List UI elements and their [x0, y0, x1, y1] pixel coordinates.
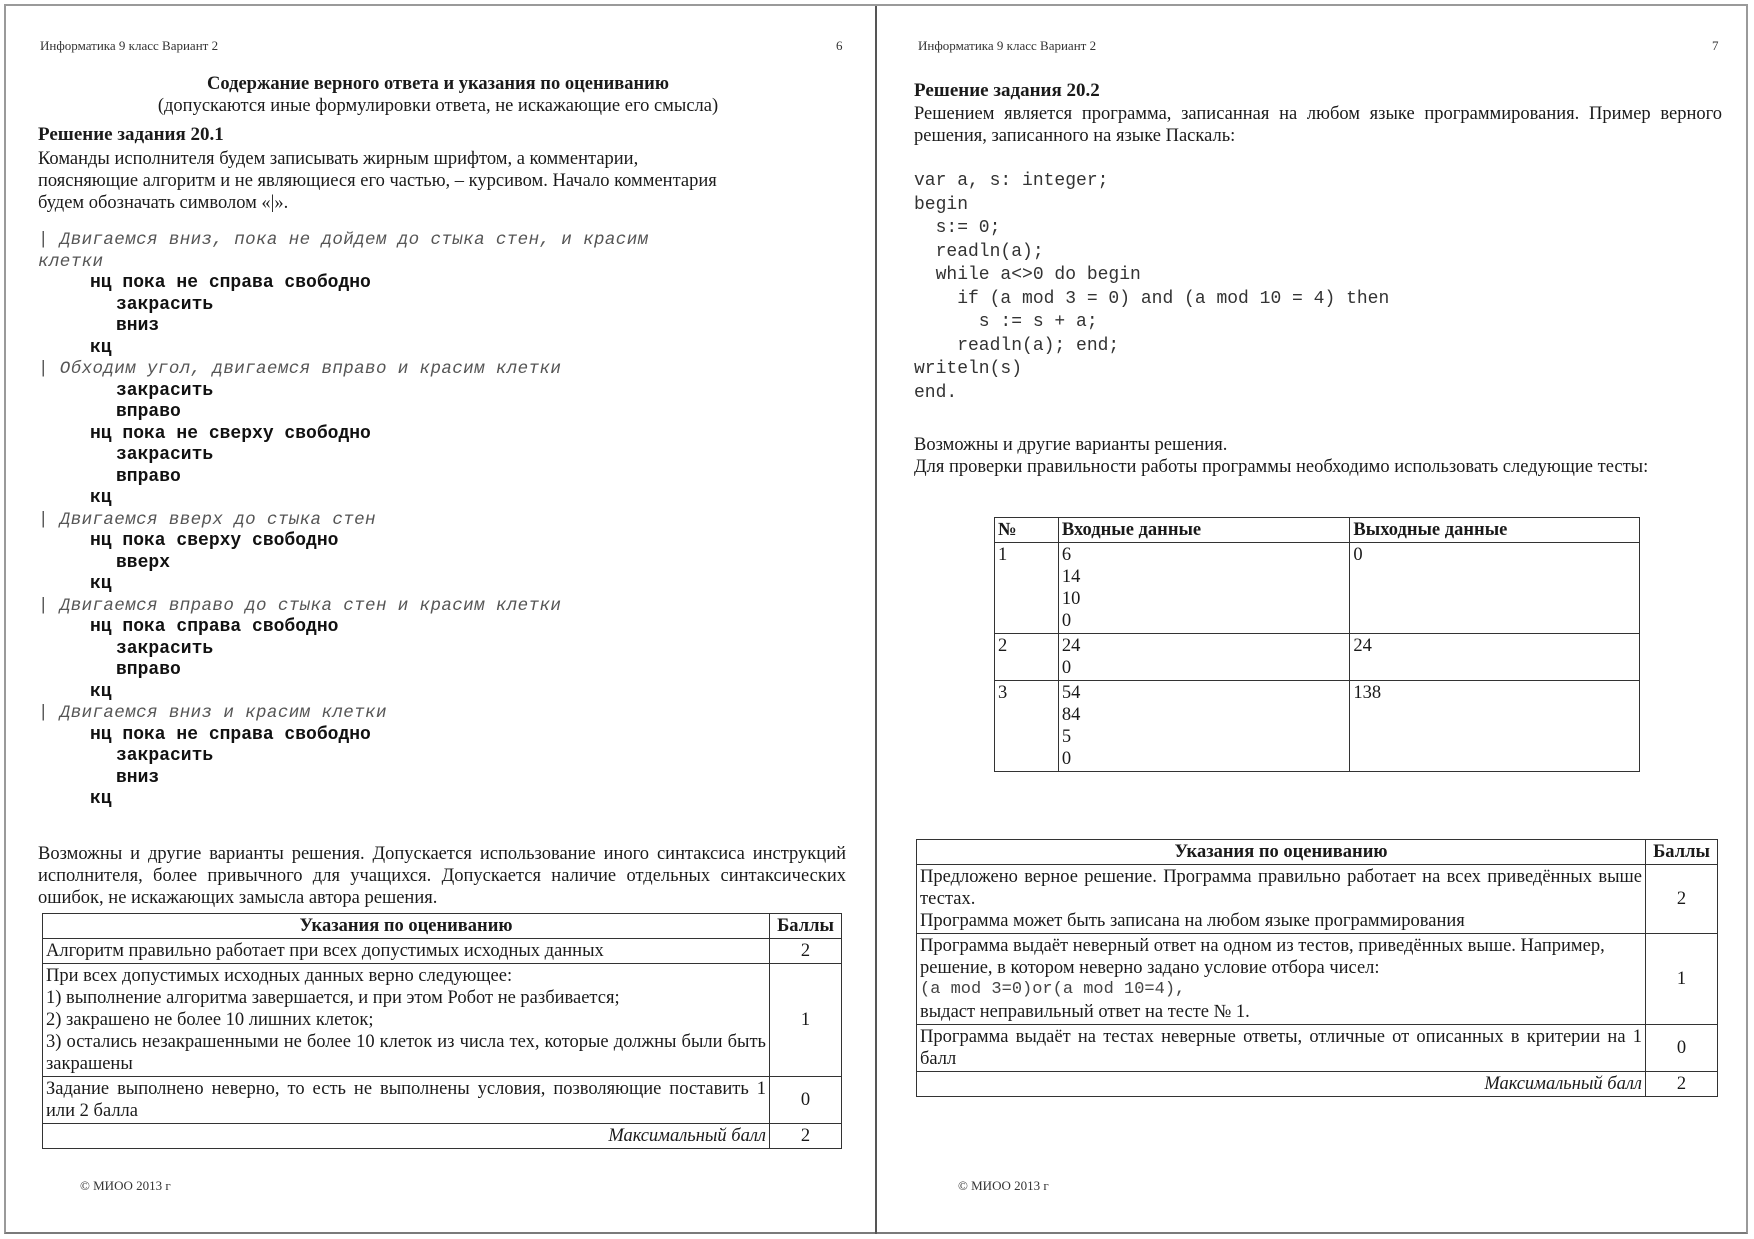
- test-num: 1: [995, 543, 1059, 634]
- code-line: begin: [914, 194, 969, 215]
- other-variants-text: Возможны и другие варианты решения.: [914, 435, 1228, 455]
- algorithm-command: кц: [90, 574, 112, 594]
- algorithm-comment: | Двигаемся вниз и красим клетки: [38, 703, 387, 723]
- code-line: var a, s: integer;: [914, 171, 1109, 191]
- test-output: 0: [1350, 543, 1640, 634]
- max-score-row: [917, 1072, 1718, 1097]
- algorithm-command: нц пока справа свободно: [90, 617, 339, 637]
- code-line: end.: [914, 382, 958, 403]
- page-number: 7: [1712, 38, 1719, 53]
- criteria-cell: [43, 939, 770, 964]
- test-row: [995, 681, 1640, 772]
- score-cell: 0: [1646, 1025, 1718, 1072]
- input-value: 10: [1061, 589, 1081, 609]
- grading-row: [917, 934, 1718, 1025]
- input-value: 0: [1061, 749, 1072, 769]
- test-input: [1058, 634, 1350, 681]
- criteria-text: 1) выполнение алгоритма завершается, и при этом Робот не разбивается;: [46, 988, 620, 1008]
- algorithm-command: кц: [90, 337, 112, 358]
- code-line: s:= 0;: [914, 218, 1001, 238]
- intro-paragraph: [38, 148, 838, 214]
- running-head: Информатика 9 класс Вариант 2: [918, 38, 1097, 53]
- input-value: 6: [1061, 545, 1072, 565]
- input-value: 5: [1061, 727, 1072, 747]
- grading-table: [42, 913, 842, 1149]
- max-score-value: 2: [770, 1124, 842, 1149]
- code-line: if (a mod 3 = 0) and (a mod 10 = 4) then: [914, 288, 1390, 309]
- page-6: [0, 0, 876, 1239]
- page-title: Содержание верного ответа и указания по оцениванию: [207, 74, 669, 94]
- criteria-code: (a mod 3=0)or(a mod 10=4),: [920, 980, 1186, 999]
- input-value: 14: [1061, 567, 1081, 587]
- grading-row: [43, 939, 842, 964]
- algorithm-comment: | Двигаемся вверх до стыка стен: [38, 509, 376, 530]
- criteria-cell: [43, 964, 770, 1077]
- criteria-cell: [43, 1077, 770, 1124]
- criteria-text: Задание выполнено неверно, то есть не выполнены условия, позволяющие поставить 1 или 2 балла: [46, 1079, 766, 1121]
- tests-table: [994, 517, 1640, 772]
- code-line: while a<>0 do begin: [914, 265, 1141, 285]
- criteria-cell: [917, 865, 1646, 934]
- algorithm-comment: | Двигаемся вниз, пока не дойдем до стыка стен, и красим: [38, 230, 649, 250]
- algorithm-command: нц пока не справа свободно: [90, 724, 371, 745]
- algorithm-command: вверх: [116, 552, 171, 573]
- copyright-footer: © МИОО 2013 г: [958, 1178, 1049, 1193]
- criteria-cell: [917, 1025, 1646, 1072]
- grading-table: [916, 839, 1718, 1097]
- algorithm-command: кц: [90, 789, 112, 809]
- algorithm-command: нц пока не справа свободно: [90, 273, 371, 293]
- copyright-footer: © МИОО 2013 г: [80, 1178, 171, 1193]
- section-heading: Решение задания 20.1: [38, 124, 224, 145]
- code-line: writeln(s): [914, 359, 1023, 379]
- score-header: Баллы: [770, 914, 842, 939]
- other-variants-paragraph: Возможны и другие варианты решения. Допускается использование иного синтаксиса инструкций исполнителя, более привычного для учащихся. Допускается наличие отдельных синтаксических ошибок, не искажающих замысла автора решения.: [38, 844, 846, 908]
- algorithm-command: вправо: [116, 466, 181, 487]
- grading-row: [917, 1025, 1718, 1072]
- test-output: 138: [1350, 681, 1640, 772]
- grading-row: [917, 865, 1718, 934]
- code-line: s := s + a;: [914, 312, 1098, 332]
- score-cell: 1: [1646, 934, 1718, 1025]
- algorithm-comment: | Двигаемся вправо до стыка стен и красим клетки: [38, 595, 562, 616]
- max-score-value: 2: [1646, 1072, 1718, 1097]
- max-score-row: [43, 1124, 842, 1149]
- grading-row: [43, 1077, 842, 1124]
- criteria-text: 3) остались незакрашенными не более 10 клеток из числа тех, которые должны были быть закрашены: [46, 1032, 766, 1074]
- test-num: 3: [995, 681, 1059, 772]
- criteria-cell: [917, 934, 1646, 1025]
- grading-row: [43, 964, 842, 1077]
- algorithm-command: нц пока сверху свободно: [90, 531, 339, 551]
- input-header: Входные данные: [1058, 518, 1350, 543]
- intro-line: Команды исполнителя будем записывать жирным шрифтом, а комментарии,: [38, 149, 639, 169]
- score-cell: 2: [1646, 865, 1718, 934]
- code-line: readln(a); end;: [914, 335, 1120, 356]
- test-input: [1058, 681, 1350, 772]
- algorithm-comment: клетки: [38, 251, 104, 272]
- grading-header-row: [43, 914, 842, 939]
- max-score-label: Максимальный балл: [43, 1124, 770, 1149]
- score-cell: 1: [770, 964, 842, 1077]
- test-row: [995, 634, 1640, 681]
- algorithm-listing: [38, 230, 649, 811]
- score-header: Баллы: [1646, 840, 1718, 865]
- algorithm-comment: | Обходим угол, двигаемся вправо и красим клетки: [38, 359, 562, 379]
- algorithm-command: закрасить: [116, 746, 214, 766]
- algorithm-command: закрасить: [116, 638, 214, 659]
- algorithm-command: кц: [90, 681, 112, 702]
- test-num: 2: [995, 634, 1059, 681]
- test-row: [995, 543, 1640, 634]
- page-7: [878, 0, 1754, 1239]
- grading-header-row: [917, 840, 1718, 865]
- test-input: [1058, 543, 1350, 634]
- algorithm-command: вправо: [116, 402, 181, 422]
- page-subtitle: (допускаются иные формулировки ответа, не искажающие его смысла): [157, 96, 719, 116]
- running-head: Информатика 9 класс Вариант 2: [40, 38, 219, 53]
- criteria-header: Указания по оцениванию: [917, 840, 1646, 865]
- pascal-code-listing: [914, 170, 1389, 405]
- algorithm-command: закрасить: [116, 380, 214, 401]
- criteria-text: Программа выдаёт на тестах неверные ответы, отличные от описанных в критерии на 1 балл: [920, 1027, 1642, 1069]
- tests-header-row: [995, 518, 1640, 543]
- algorithm-command: закрасить: [116, 294, 214, 315]
- criteria-text: Предложено верное решение. Программа правильно работает на всех приведённых выше тестах.: [920, 867, 1642, 909]
- input-value: 24: [1061, 636, 1081, 656]
- algorithm-command: закрасить: [116, 445, 214, 465]
- score-cell: 2: [770, 939, 842, 964]
- intro-line: поясняющие алгоритм и не являющиеся его частью, – курсивом. Начало комментария: [38, 171, 717, 191]
- algorithm-command: вниз: [116, 316, 160, 336]
- section-heading: Решение задания 20.2: [914, 80, 1100, 101]
- criteria-text: Программа выдаёт неверный ответ на одном из тестов, приведённых выше. Например, решение, в котором неверно задано условие отбора чисел:: [920, 936, 1605, 978]
- algorithm-command: вниз: [116, 767, 160, 788]
- criteria-header: Указания по оцениванию: [43, 914, 770, 939]
- max-score-label: Максимальный балл: [917, 1072, 1646, 1097]
- code-line: readln(a);: [914, 241, 1044, 262]
- criteria-text: Программа может быть записана на любом языке программирования: [920, 911, 1465, 931]
- algorithm-command: нц пока не сверху свободно: [90, 423, 371, 444]
- tests-intro-text: Для проверки правильности работы программы необходимо использовать следующие тесты:: [914, 457, 1649, 477]
- intro-line: будем обозначать символом «|».: [38, 193, 289, 213]
- criteria-text: 2) закрашено не более 10 лишних клеток;: [46, 1010, 374, 1030]
- test-output: 24: [1350, 634, 1640, 681]
- criteria-text: выдаст неправильный ответ на тесте № 1.: [920, 1002, 1250, 1022]
- input-value: 54: [1061, 683, 1081, 703]
- output-header: Выходные данные: [1350, 518, 1640, 543]
- intro-paragraph: Решением является программа, записанная на любом языке программирования. Пример верного решения, записанного на языке Паскаль:: [914, 104, 1722, 146]
- criteria-text: При всех допустимых исходных данных верно следующее:: [46, 966, 513, 986]
- num-header: №: [995, 518, 1059, 543]
- score-cell: 0: [770, 1077, 842, 1124]
- algorithm-command: вправо: [116, 660, 181, 680]
- input-value: 0: [1061, 658, 1072, 678]
- page-number: 6: [836, 38, 843, 53]
- algorithm-command: кц: [90, 488, 112, 508]
- criteria-text: Алгоритм правильно работает при всех допустимых исходных данных: [46, 941, 604, 961]
- input-value: 0: [1061, 611, 1072, 631]
- input-value: 84: [1061, 705, 1081, 725]
